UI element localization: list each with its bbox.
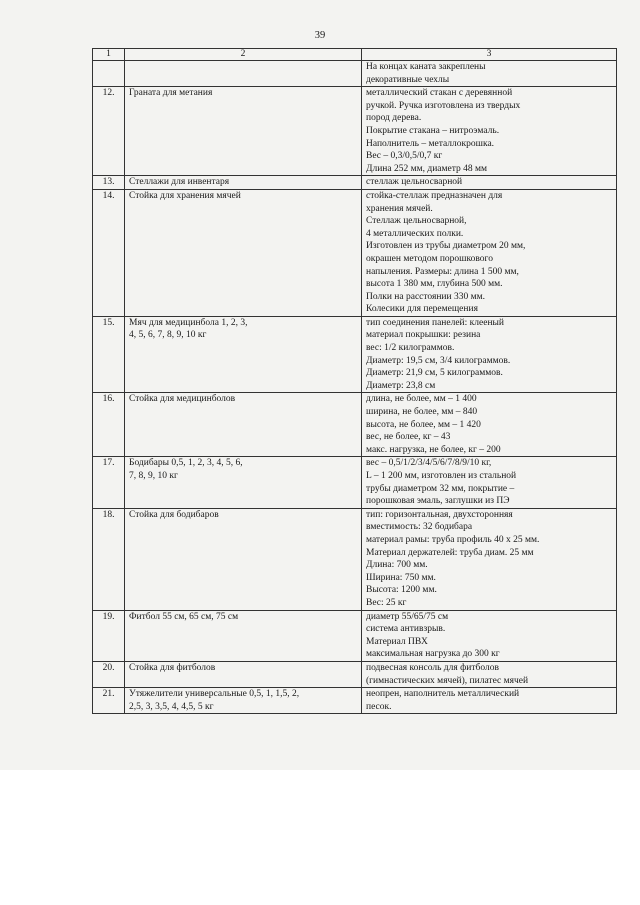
- item-name-cell: [125, 610, 362, 661]
- table-row: [93, 316, 617, 393]
- row-number: 16.: [93, 393, 125, 457]
- item-spec-line: Покрытие стакана – нитроэмаль.: [366, 125, 500, 136]
- column-header-name: 2: [125, 49, 362, 61]
- item-spec-cell: [362, 61, 617, 87]
- item-spec-line: Полки на расстоянии 330 мм.: [366, 291, 485, 302]
- item-spec-line: пород дерева.: [366, 113, 422, 124]
- item-spec-line: ширина, не более, мм – 840: [366, 407, 478, 418]
- table-row: [93, 61, 617, 87]
- item-spec-line: Стеллаж цельносварной,: [366, 216, 467, 227]
- table-header-row: [93, 49, 617, 61]
- row-number: 17.: [93, 457, 125, 508]
- item-spec-line: стеллаж цельносварной: [366, 177, 463, 188]
- item-spec-line: максимальная нагрузка до 300 кг: [366, 649, 500, 660]
- item-spec-line: Материал ПВХ: [366, 636, 428, 647]
- table-row: [93, 508, 617, 610]
- table-row: [93, 189, 617, 316]
- item-spec-line: Диаметр: 19,5 см, 3/4 килограммов.: [366, 355, 511, 366]
- item-spec-cell: [362, 610, 617, 661]
- column-header-number: 1: [93, 49, 125, 61]
- item-name-line: Бодибары 0,5, 1, 2, 3, 4, 5, 6,: [129, 458, 243, 469]
- item-spec-line: стойка-стеллаж предназначен для: [366, 190, 503, 201]
- item-spec-line: (гимнастических мячей), пилатес мячей: [366, 675, 529, 686]
- item-spec-line: металлический стакан с деревянной: [366, 88, 513, 99]
- item-spec-cell: [362, 189, 617, 316]
- item-spec-line: На концах каната закреплены: [366, 62, 486, 72]
- table-row: [93, 87, 617, 176]
- item-spec-line: Высота: 1200 мм.: [366, 585, 437, 596]
- item-name-cell: [125, 457, 362, 508]
- item-spec-line: вес, не более, кг – 43: [366, 432, 451, 443]
- item-spec-line: макс. нагрузка, не более, кг – 200: [366, 444, 501, 455]
- item-spec-cell: [362, 316, 617, 393]
- item-spec-line: Колесики для перемещения: [366, 304, 478, 315]
- page-number: 39: [314, 30, 326, 41]
- row-number: 14.: [93, 189, 125, 316]
- equipment-table: [92, 48, 617, 714]
- item-spec-line: песок.: [366, 701, 392, 712]
- table-row: [93, 457, 617, 508]
- item-spec-line: вес: 1/2 килограммов.: [366, 343, 455, 354]
- item-spec-line: декоративные чехлы: [366, 74, 450, 85]
- item-name-cell: [125, 87, 362, 176]
- item-spec-line: окрашен методом порошкового: [366, 253, 493, 264]
- item-name-line: Граната для метания: [129, 88, 213, 99]
- item-spec-line: тип соединения панелей: клееный: [366, 317, 504, 328]
- item-spec-cell: [362, 87, 617, 176]
- item-name-line: Утяжелители универсальные 0,5, 1, 1,5, 2,: [129, 689, 300, 700]
- item-spec-line: неопрен, наполнитель металлический: [366, 689, 520, 700]
- item-spec-line: хранения мячей.: [366, 203, 433, 214]
- row-number: 19.: [93, 610, 125, 661]
- item-spec-cell: [362, 457, 617, 508]
- item-name-cell: [125, 61, 362, 87]
- item-spec-cell: [362, 393, 617, 457]
- item-name-line: Стойка для бодибаров: [129, 509, 219, 520]
- column-header-spec: 3: [362, 49, 617, 61]
- item-name-line: Стойка для медицинболов: [129, 394, 236, 405]
- item-spec-line: вместимость: 32 бодибара: [366, 522, 473, 533]
- item-spec-line: Диаметр: 23,8 см: [366, 380, 436, 391]
- item-spec-line: Диаметр: 21,9 см, 5 килограммов.: [366, 368, 503, 379]
- item-name-cell: [125, 316, 362, 393]
- item-spec-line: 4 металлических полки.: [366, 228, 464, 239]
- item-spec-line: вес – 0,5/1/2/3/4/5/6/7/8/9/10 кг,: [366, 458, 492, 469]
- item-name-line: Стойка для фитболов: [129, 662, 216, 673]
- item-spec-cell: [362, 508, 617, 610]
- item-name-cell: [125, 508, 362, 610]
- table-row: [93, 688, 617, 714]
- item-spec-line: высота 1 380 мм, глубина 500 мм.: [366, 279, 503, 290]
- table-row: [93, 176, 617, 190]
- item-name-cell: [125, 176, 362, 190]
- row-number: 18.: [93, 508, 125, 610]
- item-spec-line: диаметр 55/65/75 см: [366, 611, 449, 622]
- item-name-line: Фитбол 55 см, 65 см, 75 см: [129, 611, 239, 622]
- item-spec-line: Материал держателей: труба диам. 25 мм: [366, 547, 534, 558]
- item-name-cell: [125, 189, 362, 316]
- item-spec-line: трубы диаметром 32 мм, покрытие –: [366, 483, 515, 494]
- item-spec-line: высота, не более, мм – 1 420: [366, 419, 481, 430]
- item-spec-line: тип: горизонтальная, двухсторонняя: [366, 509, 513, 520]
- item-spec-line: Наполнитель – металлокрошка.: [366, 138, 495, 149]
- item-name-cell: [125, 661, 362, 687]
- item-spec-line: Длина 252 мм, диаметр 48 мм: [366, 163, 488, 174]
- item-spec-line: Вес – 0,3/0,5/0,7 кг: [366, 151, 443, 162]
- item-spec-line: ручкой. Ручка изготовлена из твердых: [366, 100, 521, 111]
- item-spec-line: Длина: 700 мм.: [366, 560, 428, 571]
- item-name-line: Стеллажи для инвентаря: [129, 177, 230, 188]
- item-spec-line: L – 1 200 мм, изготовлен из стальной: [366, 471, 517, 481]
- row-number: 12.: [93, 87, 125, 176]
- item-spec-line: Вес: 25 кг: [366, 597, 407, 608]
- table-row: [93, 610, 617, 661]
- item-spec-cell: [362, 688, 617, 714]
- row-number: 15.: [93, 316, 125, 393]
- item-spec-line: Ширина: 750 мм.: [366, 572, 436, 583]
- row-number: 20.: [93, 661, 125, 687]
- item-spec-line: подвесная консоль для фитболов: [366, 662, 499, 673]
- item-name-cell: [125, 688, 362, 714]
- row-number: 21.: [93, 688, 125, 714]
- item-spec-line: напыления. Размеры: длина 1 500 мм,: [366, 266, 519, 277]
- item-name-line: Стойка для хранения мячей: [129, 190, 241, 201]
- item-name-line: 4, 5, 6, 7, 8, 9, 10 кг: [129, 330, 207, 341]
- item-name-line: 7, 8, 9, 10 кг: [129, 471, 178, 481]
- row-number: 13.: [93, 176, 125, 190]
- item-spec-line: материал рамы: труба профиль 40 х 25 мм.: [366, 534, 540, 545]
- row-number: [93, 61, 125, 87]
- item-name-cell: [125, 393, 362, 457]
- item-spec-line: материал покрышки: резина: [366, 330, 481, 341]
- item-spec-line: длина, не более, мм – 1 400: [366, 394, 477, 405]
- item-name-line: Мяч для медицинбола 1, 2, 3,: [129, 317, 248, 328]
- item-spec-line: система антивзрыв.: [366, 624, 446, 635]
- item-name-line: 2,5, 3, 3,5, 4, 4,5, 5 кг: [129, 701, 214, 712]
- table-row: [93, 661, 617, 687]
- item-spec-line: Изготовлен из трубы диаметром 20 мм,: [366, 241, 526, 252]
- item-spec-cell: [362, 176, 617, 190]
- table-row: [93, 393, 617, 457]
- item-spec-cell: [362, 661, 617, 687]
- item-spec-line: порошковая эмаль, заглушки из ПЭ: [366, 496, 510, 507]
